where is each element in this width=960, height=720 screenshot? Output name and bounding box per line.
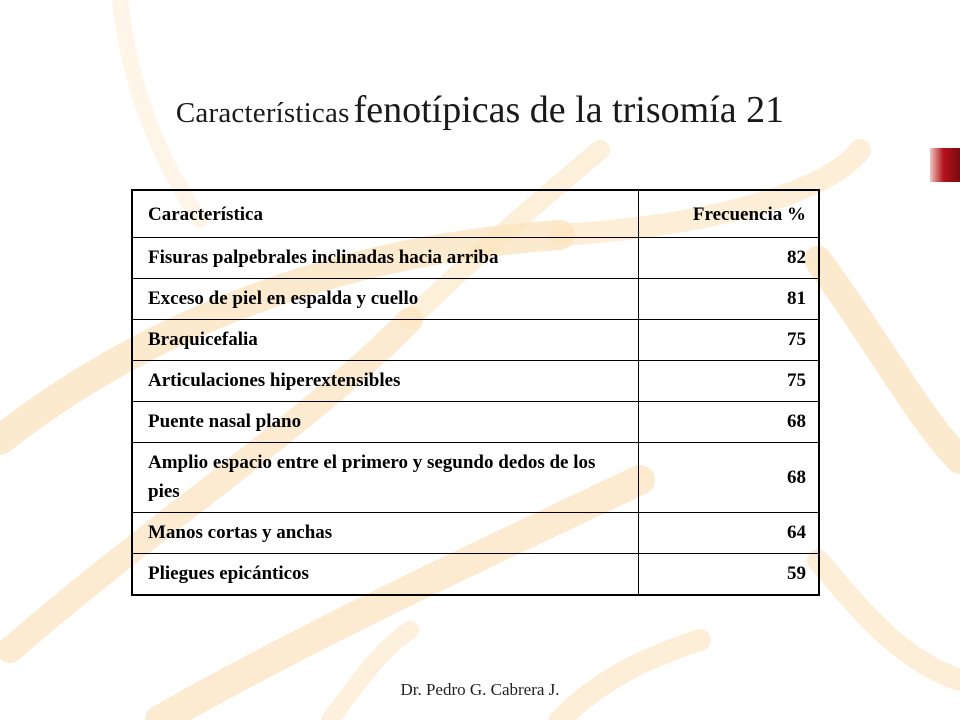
trait-cell: Fisuras palpebrales inclinadas hacia arriba — [132, 238, 638, 279]
corner-accent-mark — [930, 148, 960, 182]
column-header-trait: Característica — [132, 190, 638, 238]
column-header-frequency: Frecuencia % — [638, 190, 819, 238]
table-row — [132, 513, 819, 554]
frequency-cell: 59 — [638, 554, 819, 596]
title-part-small: Características — [175, 97, 350, 129]
frequency-cell: 82 — [638, 238, 819, 279]
table-row — [132, 361, 819, 402]
table-row — [132, 402, 819, 443]
frequency-cell: 64 — [638, 513, 819, 554]
trait-cell: Amplio espacio entre el primero y segundo dedos de los pies — [132, 443, 638, 513]
table-row — [132, 238, 819, 279]
trait-cell: Exceso de piel en espalda y cuello — [132, 279, 638, 320]
frequency-cell: 81 — [638, 279, 819, 320]
trait-cell: Braquicefalia — [132, 320, 638, 361]
table-row — [132, 443, 819, 513]
table-row — [132, 320, 819, 361]
table-row — [132, 554, 819, 596]
frequency-cell: 75 — [638, 361, 819, 402]
title-part-large: fenotípicas de la trisomía 21 — [353, 89, 785, 131]
table-header-row — [132, 190, 819, 238]
trait-cell: Articulaciones hiperextensibles — [132, 361, 638, 402]
frequency-cell: 68 — [638, 402, 819, 443]
trait-cell: Pliegues epicánticos — [132, 554, 638, 596]
trait-cell: Manos cortas y anchas — [132, 513, 638, 554]
phenotype-table — [131, 189, 820, 596]
slide-title — [0, 88, 960, 132]
frequency-cell: 75 — [638, 320, 819, 361]
trait-cell: Puente nasal plano — [132, 402, 638, 443]
footer-author: Dr. Pedro G. Cabrera J. — [400, 680, 560, 699]
frequency-cell: 68 — [638, 443, 819, 513]
table-row — [132, 279, 819, 320]
